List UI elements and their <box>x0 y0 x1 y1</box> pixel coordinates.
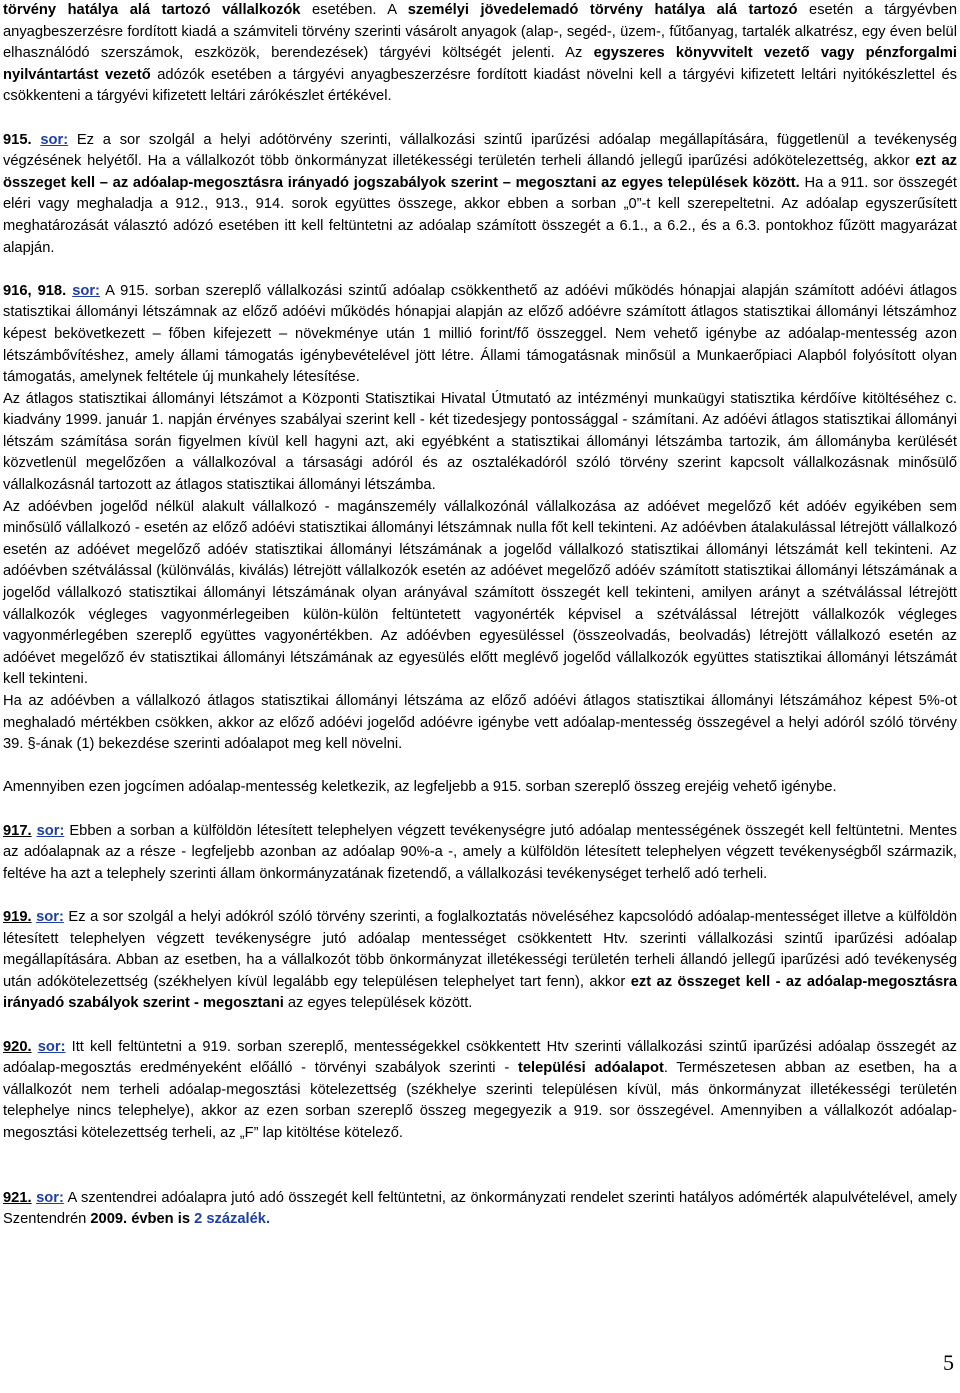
intro-bold: törvény hatálya alá tartozó vállalkozók <box>3 2 301 18</box>
paragraph-mentesseg-hatar: Amennyiben ezen jogcímen adóalap-mentesség keletkezik, az legfeljebb a 915. sorban szereplő összeg erejéig vehető igénybe. <box>3 779 837 796</box>
row-number: 915. <box>3 131 32 148</box>
row-label: sor: <box>40 131 69 148</box>
paragraph-921 <box>3 1188 957 1231</box>
row-label: sor: <box>36 908 64 925</box>
row-label: sor: <box>36 822 65 839</box>
bold-text: ezt az összeget kell – az adóalap-megosztásra irányadó jogszabályok szerint – megosztani az egyes települések között. <box>3 153 957 191</box>
paragraph-920 <box>3 1037 957 1145</box>
row-label: sor: <box>72 282 100 299</box>
paragraph-919 <box>3 907 957 1015</box>
page-number: 5 <box>943 1350 954 1375</box>
row-number: 919. <box>3 908 32 925</box>
text: A 915. sorban szereplő vállalkozási szintű adóalap csökkenthető az adóévi működés hónapjai alapján számított adóévi átlagos statisztikai állományi létszámnak az előző adóévi működés hónapjai alapján az előző adóévre számított átlagos statisztikai állományi létszámhoz képest bekövetkezett – főben kifejezett – növekménye után 1 millió forint/fő összeggel. Nem vehető igénybe az adóalap-mentesség azon létszámbővítéshez, amely állami támogatás igénybevételével jött létre. Állami támogatásnak minősül a Munkaerőpiaci Alapból folyósított olyan támogatás, amelynek feltétele új munkahely létesítése. <box>3 282 957 386</box>
text: esetén a tárgyévben anyagbeszerzésre fordított kiadá a számviteli törvény szerinti vásárolt anyagok (alap-, segéd-, üzem-, fűtőanyag, tartalék alkatrész, egy éven belül elhasználódó szerszámok, eszközök, berendezések) tárgyévi költségét jelenti. <box>3 2 957 62</box>
row-label: sor: <box>37 1038 66 1055</box>
paragraph-916-918 <box>3 281 957 389</box>
paragraph-atlagos-letszam: Az átlagos statisztikai állományi létszámot a Központi Statisztikai Hivatal Útmutató az intézményi munkaügyi statisztika kérdőíve kitöltéséhez c. kiadvány 1999. január 1. napján érvényes szabályai szerint kell - két tizedesjegy pontossággal - számítani. Az adóévi átlagos statisztikai állományi létszám számítása során figyelmen kívül kell hagyni azt, aki egyébként a statisztikai állományi létszámba tartozik, ám állományba kerülését közvetlenül megelőzően a vállalkozóval a társasági adóról és az osztalékadóról szóló törvény szerint kapcsolt vállalkozásnak minősülő vállalkozásnál tartozott az átlagos statisztikai állományi létszámba. <box>3 390 957 494</box>
text: A szentendrei adóalapra jutó adó összegét kell feltüntetni, az önkormányzati rendelet szerinti hatályos adómérték alapulvételével, amely Szentendrén <box>3 1189 957 1228</box>
text: Itt kell feltüntetni a 919. sorban szereplő, mentességekkel csökkentett Htv szerinti vállalkozási szintű iparűzési adóalap összegét az adóalap-megosztás eredményeként előálló - törvényi szabályok szerinti - <box>3 1038 957 1077</box>
text: . Természetesen abban az esetben, ha a vállalkozót nem terheli adóalap-megosztási kötelezettség (székhelye szerinti településen kívül, más önkormányzat illetékességi területén telephelye nincs telephelye), akkor az ezen sorban szereplő összeg megegyezik a 919. sor összegével. Amennyiben a vállalkozót adóalap-megosztási kötelezettség terheli, az „F” lap kitöltése kötelező. <box>3 1060 957 1141</box>
bold-text: 2009. évben is <box>90 1211 190 1228</box>
text: esetében. A <box>300 2 408 18</box>
paragraph-anyagbeszerzes <box>3 0 957 108</box>
paragraph-917 <box>3 821 957 886</box>
row-number: 921. <box>3 1189 32 1206</box>
row-number: 917. <box>3 822 32 839</box>
row-number: 916, 918. <box>3 282 67 299</box>
row-number: 920. <box>3 1038 32 1055</box>
bold-text: személyi jövedelemadó törvény hatálya alá tartozó <box>407 2 798 18</box>
bold-text: települési adóalapot <box>517 1060 664 1077</box>
text: Az <box>565 45 594 62</box>
text: adózók esetében a tárgyévi anyagbeszerzésre fordított kiadást növelni kell a tárgyévi kifizetett leltári nyitókészlettel és csökkenteni a tárgyévi kifizetett leltári zárókészlet értékével. <box>3 66 957 105</box>
paragraph-915 <box>3 130 957 260</box>
row-label: sor: <box>36 1189 64 1206</box>
bold-blue-text: 2 százalék. <box>194 1211 271 1228</box>
paragraph-csokkenes: Ha az adóévben a vállalkozó átlagos statisztikai állományi létszáma az előző adóévi átlagos statisztikai állományi létszámához képest 5%-ot meghaladó mértékben csökken, akkor az előző adóévi jogelőd adóévre igénybe vett adóalap-mentesség összegével a helyi adóról szóló törvény 39. §-ának (1) bekezdése szerinti adóalapot meg kell növelni. <box>3 693 957 753</box>
text: Ez a sor szolgál a helyi adókról szóló törvény szerinti, a foglalkoztatás növeléséhez kapcsolódó adóalap-mentességet illetve a külföldön létesített telephelyen végzett tevékenységre jutó adóalap mentességet csökkentett Htv. szerinti vállalkozási szintű iparűzési adóalap megállapítására. Abban az esetben, ha a vállalkozót több önkormányzat illetékességi területén terheli állandó jellegű iparűzési adó tevékenység után adókötelezettség (székhelyen kívül legalább egy településen telephelyet tart fenn), akkor <box>3 908 957 990</box>
bold-text: egyszeres könyvvitelt vezető vagy pénzforgalmi nyilvántartást vezető <box>3 45 957 83</box>
text: az egyes települések között. <box>283 995 473 1012</box>
text: Ebben a sorban a külföldön létesített telephelyen végzett tevékenységre jutó adóalap mentességének összegét kell feltüntetni. Mentes az adóalapnak az a része - legfeljebb azonban az adóalap 90%-a -, amely a külföldön létesített telephelyen végzett tevékenységből származik, feltéve ha azt a telephely szerinti állam önkormányzatának fizetendő, a vállalkozási tevékenységet terhelő adó terheli. <box>3 822 957 882</box>
paragraph-jogelod: Az adóévben jogelőd nélkül alakult vállalkozó - magánszemély vállalkozónál vállalkozása az adóévet megelőző két adóév egyikében sem minősülő vállalkozó - esetén az előző adóévi statisztikai állományi létszámnak nulla főt kell tekinteni. Az adóévben átalakulással létrejött vállalkozó esetén az adóévet megelőző adóév statisztikai állományi létszámának a jogelőd vállalkozó statisztikai állományi létszámát kell tekinteni. Az adóévben szétválással (különválás, kiválás) létrejött vállalkozók esetén az adóévet megelőző adóév számított statisztikai állományi létszámának a jogelőd vállalkozó statisztikai állományi létszámának olyan arányával számított összegét kell tekinteni, amilyen arányt a szétválással létrejött vállalkozók végleges vagyonmérlegeiben külön-külön feltüntetett vagyonérték képvisel a szétválással létrejött vállalkozók végleges vagyonmérlegében szereplő együttes vagyonértékben. Az adóévben egyesüléssel (összeolvadás, beolvadás) létrejött vállalkozó esetén az adóévet megelőző év statisztikai állományi létszámának az egyesülés előtt meglévő jogelőd vállalkozók együttes statisztikai állományi létszámát kell tekinteni. <box>3 498 957 688</box>
bold-text: ezt az összeget kell - az adóalap-megosztásra irányadó szabályok szerint - megosztani <box>3 973 958 1012</box>
text: Ha a 911. sor összegét eléri vagy meghaladja a 912., 913., 914. sorok együttes összege, akkor ebben a sorban „0”-t kell szerepeltetni. Az adóalap egyszerűsített meghatározását választó adózó esetében itt kell feltüntetni az adóalap számított összegét a 6.1., a 6.2., és a 6.3. pontokhoz fűzött magyarázat alapján. <box>3 174 957 256</box>
text: Ez a sor szolgál a helyi adótörvény szerinti, vállalkozási szintű iparűzési adóalap megállapítására, függetlenül a tevékenység végzésének helyétől. Ha a vállalkozót több önkormányzat illetékességi területén terheli állandó jellegű iparűzési adókötelezettség, akkor <box>3 131 957 170</box>
